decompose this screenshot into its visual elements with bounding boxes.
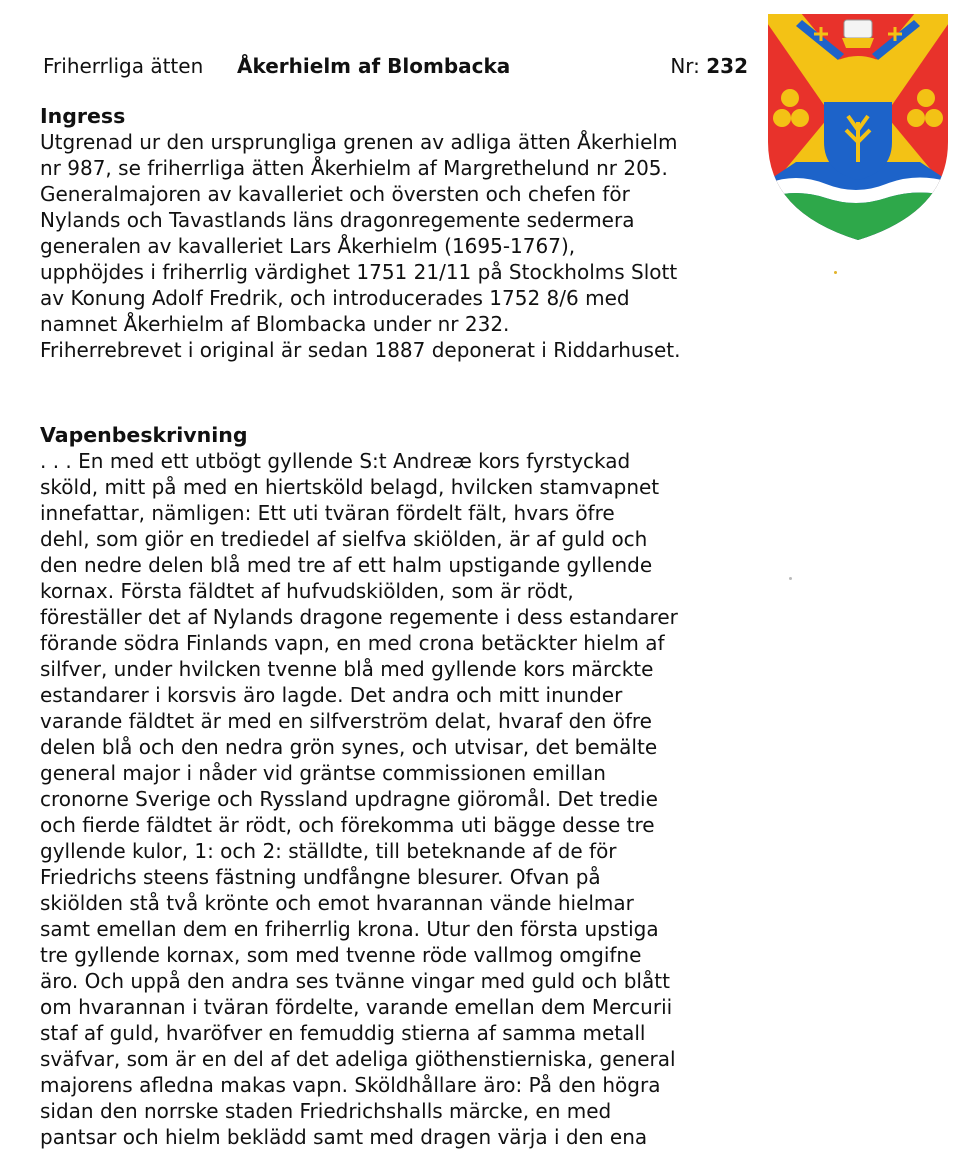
text-line: estandarer i korsvis äro lagde. Det andra och mitt inunder (40, 683, 623, 707)
text-line: av Konung Adolf Fredrik, och introducerades 1752 8/6 med (40, 286, 630, 310)
vapenbeskrivning-section (40, 422, 750, 1150)
text-line: dehl, som giör en trediedel af sielfva skiölden, är af guld och (40, 527, 648, 551)
text-line: den nedre delen blå med tre af ett halm upstigande gyllende (40, 553, 653, 577)
family-number-value: 232 (706, 54, 748, 78)
text-line: Friedrichs steens fästning undfångne blesurer. Ofvan på (40, 865, 601, 889)
text-line: nr 987, se friherrliga ätten Åkerhielm af Margrethelund nr 205. (40, 156, 668, 180)
ingress-text (40, 129, 750, 363)
text-line: generalen av kavalleriet Lars Åkerhielm (1695-1767), (40, 234, 576, 258)
text-line: Utgrenad ur den ursprungliga grenen av adliga ätten Åkerhielm (40, 130, 678, 154)
text-line: tre gyllende kornax, som med tvenne röde vallmog omgifne (40, 943, 642, 967)
family-number-label: Nr: (670, 54, 700, 78)
text-line: . . . En med ett utbögt gyllende S:t Andreæ kors fyrstyckad (40, 449, 631, 473)
text-line: general major i nåder vid gräntse commissionen emillan (40, 761, 606, 785)
text-line: och fierde fäldtet är rödt, och förekomma uti bägge desse tre (40, 813, 655, 837)
text-line: cronorne Sverige och Ryssland updragne giöromål. Det tredie (40, 787, 658, 811)
text-line: namnet Åkerhielm af Blombacka under nr 232. (40, 312, 510, 336)
text-line: samt emellan dem en friherrlig krona. Utur den första upstiga (40, 917, 659, 941)
family-number (670, 52, 748, 80)
text-line: innefattar, nämligen: Ett uti tväran fördelt fält, hvars öfre (40, 501, 615, 525)
text-line: sköld, mitt på med en hiertsköld belagd, hvilcken stamvapnet (40, 475, 660, 499)
text-line: pantsar och hielm beklädd samt med dragen värja i den ena (40, 1125, 648, 1149)
ingress-heading: Ingress (40, 104, 126, 128)
text-line: upphöjdes i friherrlig värdighet 1751 21/11 på Stockholms Slott (40, 260, 678, 284)
vapenbeskrivning-heading: Vapenbeskrivning (40, 423, 248, 447)
text-line: gyllende kulor, 1: och 2: ställdte, till beteknande af de för (40, 839, 617, 863)
scan-speck (789, 577, 792, 580)
text-line: staf af guld, hvaröfver en femuddig stierna af samma metall (40, 1021, 646, 1045)
scan-speck (834, 271, 837, 274)
text-line: äro. Och uppå den andra ses tvänne vingar med guld och blått (40, 969, 670, 993)
text-line: om hvarannan i tväran fördelte, varande emellan dem Mercurii (40, 995, 673, 1019)
coat-of-arms (766, 12, 950, 242)
text-line: kornax. Första fäldtet af hufvudskiölden, som är rödt, (40, 579, 574, 603)
text-line: varande fäldtet är med en silfverström delat, hvaraf den öfre (40, 709, 652, 733)
text-line: Generalmajoren av kavalleriet och översten och chefen för (40, 182, 630, 206)
text-line: silfver, under hvilcken tvenne blå med gyllende kors märckte (40, 657, 654, 681)
text-line: Friherrebrevet i original är sedan 1887 deponerat i Riddarhuset. (40, 338, 681, 362)
text-line: Nylands och Tavastlands läns dragonregemente sedermera (40, 208, 635, 232)
vapenbeskrivning-text (40, 448, 750, 1150)
text-line: skiölden stå två krönte och emot hvarannan vände hielmar (40, 891, 634, 915)
text-line: sidan den norrske staden Friedrichshalls märcke, en med (40, 1099, 612, 1123)
text-line: majorens afledna makas vapn. Sköldhållare äro: På den högra (40, 1073, 661, 1097)
text-line: förande södra Finlands vapn, en med crona betäckter hielm af (40, 631, 665, 655)
text-line: föreställer det af Nylands dragone regemente i dess estandarer (40, 605, 678, 629)
text-line: sväfvar, som är en del af det adeliga giöthenstierniska, general (40, 1047, 676, 1071)
ingress-section (40, 103, 750, 363)
text-line: delen blå och den nedra grön synes, och utvisar, det bemälte (40, 735, 658, 759)
family-type-label: Friherrliga ätten (43, 54, 204, 78)
family-name: Åkerhielm af Blombacka (237, 54, 511, 78)
